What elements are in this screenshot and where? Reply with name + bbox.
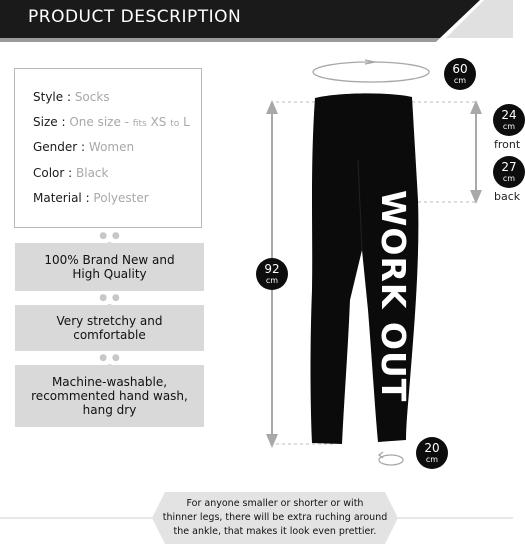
length-value: 92 [264, 262, 280, 276]
ankle-unit: cm [425, 455, 439, 464]
feature-box-care [15, 365, 204, 427]
spec-style-value: Socks [74, 90, 110, 104]
spec-size-min: XS [150, 115, 167, 129]
spec-style: Style : Socks [33, 90, 110, 104]
divider-dots: ● ● [99, 293, 121, 303]
badge-back [493, 156, 525, 188]
badge-waist [444, 58, 476, 90]
front-unit: cm [502, 122, 516, 131]
back-value: 27 [501, 160, 517, 174]
header-banner [0, 0, 513, 42]
waist-guide [313, 60, 429, 82]
back-label: back [494, 190, 521, 203]
spec-color: Color : Black [33, 166, 109, 180]
length-unit: cm [265, 276, 279, 285]
spec-material-key: Material [33, 191, 82, 205]
feature-quality-text: 100% Brand New and High Quality [44, 253, 175, 281]
front-label: front [494, 138, 521, 151]
back-unit: cm [502, 174, 516, 183]
spec-gender-key: Gender [33, 140, 78, 154]
sizing-note-text: For anyone smaller or shorter or with thinner legs, there will be extra ruching around the ankle, that makes it look even prettier. [162, 498, 388, 537]
spec-size-value: One size - [69, 115, 133, 129]
badge-ankle [416, 437, 448, 469]
spec-material: Material : Polyester [33, 191, 149, 205]
badge-length [256, 258, 288, 290]
ankle-rotate-icon [379, 452, 403, 465]
rise-arrow [470, 100, 482, 204]
page-title: PRODUCT DESCRIPTION [28, 7, 242, 27]
feature-box-stretch [15, 305, 204, 351]
spec-material-value: Polyester [93, 191, 149, 205]
divider-dots: ● ● [99, 353, 121, 363]
front-value: 24 [501, 108, 517, 122]
divider-dots: ● ● [99, 231, 121, 241]
spec-gender: Gender : Women [33, 140, 135, 154]
spec-size-key: Size [33, 115, 58, 129]
waist-value: 60 [452, 62, 468, 76]
spec-style-key: Style [33, 90, 64, 104]
waist-unit: cm [453, 76, 467, 85]
spec-gender-value: Women [88, 140, 135, 154]
spec-size: Size : One size - fits XS to L [33, 115, 190, 129]
badge-front [493, 104, 525, 136]
leggings-print-text: WORK OUT [374, 190, 413, 403]
ankle-value: 20 [424, 441, 440, 455]
feature-stretch-text: Very stretchy and comfortable [56, 314, 163, 342]
spec-color-key: Color [33, 166, 65, 180]
spec-size-to: to [170, 119, 180, 129]
sizing-note [150, 492, 400, 544]
feature-care-text: Machine-washable, recommented hand wash, hang dry [31, 375, 188, 417]
spec-color-value: Black [76, 166, 109, 180]
spec-size-max: L [183, 115, 190, 129]
spec-size-fits: fits [132, 119, 147, 129]
spec-box [14, 68, 202, 228]
feature-box-quality [15, 243, 204, 291]
